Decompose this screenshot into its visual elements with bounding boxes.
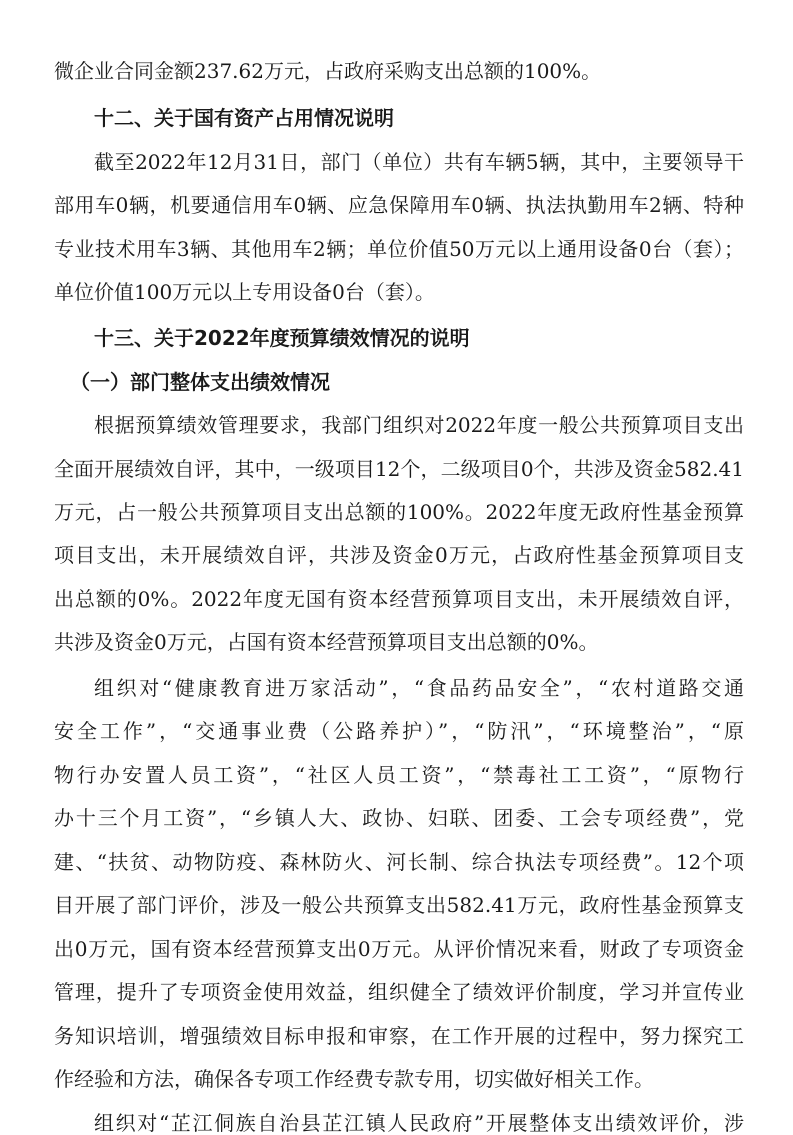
- text-line: 建、“扶贫、动物防疫、森林防火、河长制、综合执法专项经费”。12个项: [54, 850, 744, 874]
- section-heading-13: 十三、关于2022年度预算绩效情况的说明: [94, 326, 470, 350]
- text-line: 出0万元，国有资本经营预算支出0万元。从评价情况来看，财政了专项资金: [54, 937, 744, 961]
- sub-heading-1: （一）部门整体支出绩效情况: [70, 370, 330, 394]
- text-line: 微企业合同金额237.62万元，占政府采购支出总额的100%。: [54, 59, 602, 83]
- text-line: 组织对“健康教育进万家活动”，“食品药品安全”，“农村道路交通: [94, 676, 744, 700]
- text-line: 管理，提升了专项资金使用效益，组织健全了绩效评价制度，学习并宣传业: [54, 980, 744, 1004]
- section-heading-12: 十二、关于国有资产占用情况说明: [94, 106, 394, 130]
- text-line: 根据预算绩效管理要求，我部门组织对2022年度一般公共预算项目支出: [94, 413, 744, 437]
- text-line: 务知识培训，增强绩效目标申报和审察，在工作开展的过程中，努力探究工: [54, 1024, 744, 1048]
- text-line: 专业技术用车3辆、其他用车2辆；单位价值50万元以上通用设备0台（套）；: [54, 237, 744, 261]
- text-line: 全面开展绩效自评，其中，一级项目12个，二级项目0个，共涉及资金582.41: [54, 457, 744, 481]
- text-line: 项目支出，未开展绩效自评，共涉及资金0万元，占政府性基金预算项目支: [54, 543, 744, 567]
- text-line: 截至2022年12月31日，部门（单位）共有车辆5辆，其中，主要领导干: [94, 150, 744, 174]
- text-line: 安全工作”，“交通事业费（公路养护）”，“防汛”，“环境整治”，“原: [54, 719, 744, 743]
- text-line: 作经验和方法，确保各专项工作经费专款专用，切实做好相关工作。: [54, 1067, 654, 1091]
- text-line: 物行办安置人员工资”，“社区人员工资”，“禁毒社工工资”，“原物行: [54, 763, 744, 787]
- text-line: 共涉及资金0万元，占国有资本经营预算项目支出总额的0%。: [54, 630, 599, 654]
- text-line: 单位价值100万元以上专用设备0台（套）。: [54, 280, 435, 304]
- text-line: 部用车0辆，机要通信用车0辆、应急保障用车0辆、执法执勤用车2辆、特种: [54, 193, 744, 217]
- text-line: 万元，占一般公共预算项目支出总额的100%。2022年度无政府性基金预算: [54, 500, 744, 524]
- text-line: 出总额的0%。2022年度无国有资本经营预算项目支出，未开展绩效自评，: [54, 587, 744, 611]
- text-line: 目开展了部门评价，涉及一般公共预算支出582.41万元，政府性基金预算支: [54, 893, 744, 917]
- text-line: 办十三个月工资”，“乡镇人大、政协、妇联、团委、工会专项经费”，党: [54, 806, 744, 830]
- text-line: 组织对“芷江侗族自治县芷江镇人民政府”开展整体支出绩效评价，涉: [94, 1111, 744, 1135]
